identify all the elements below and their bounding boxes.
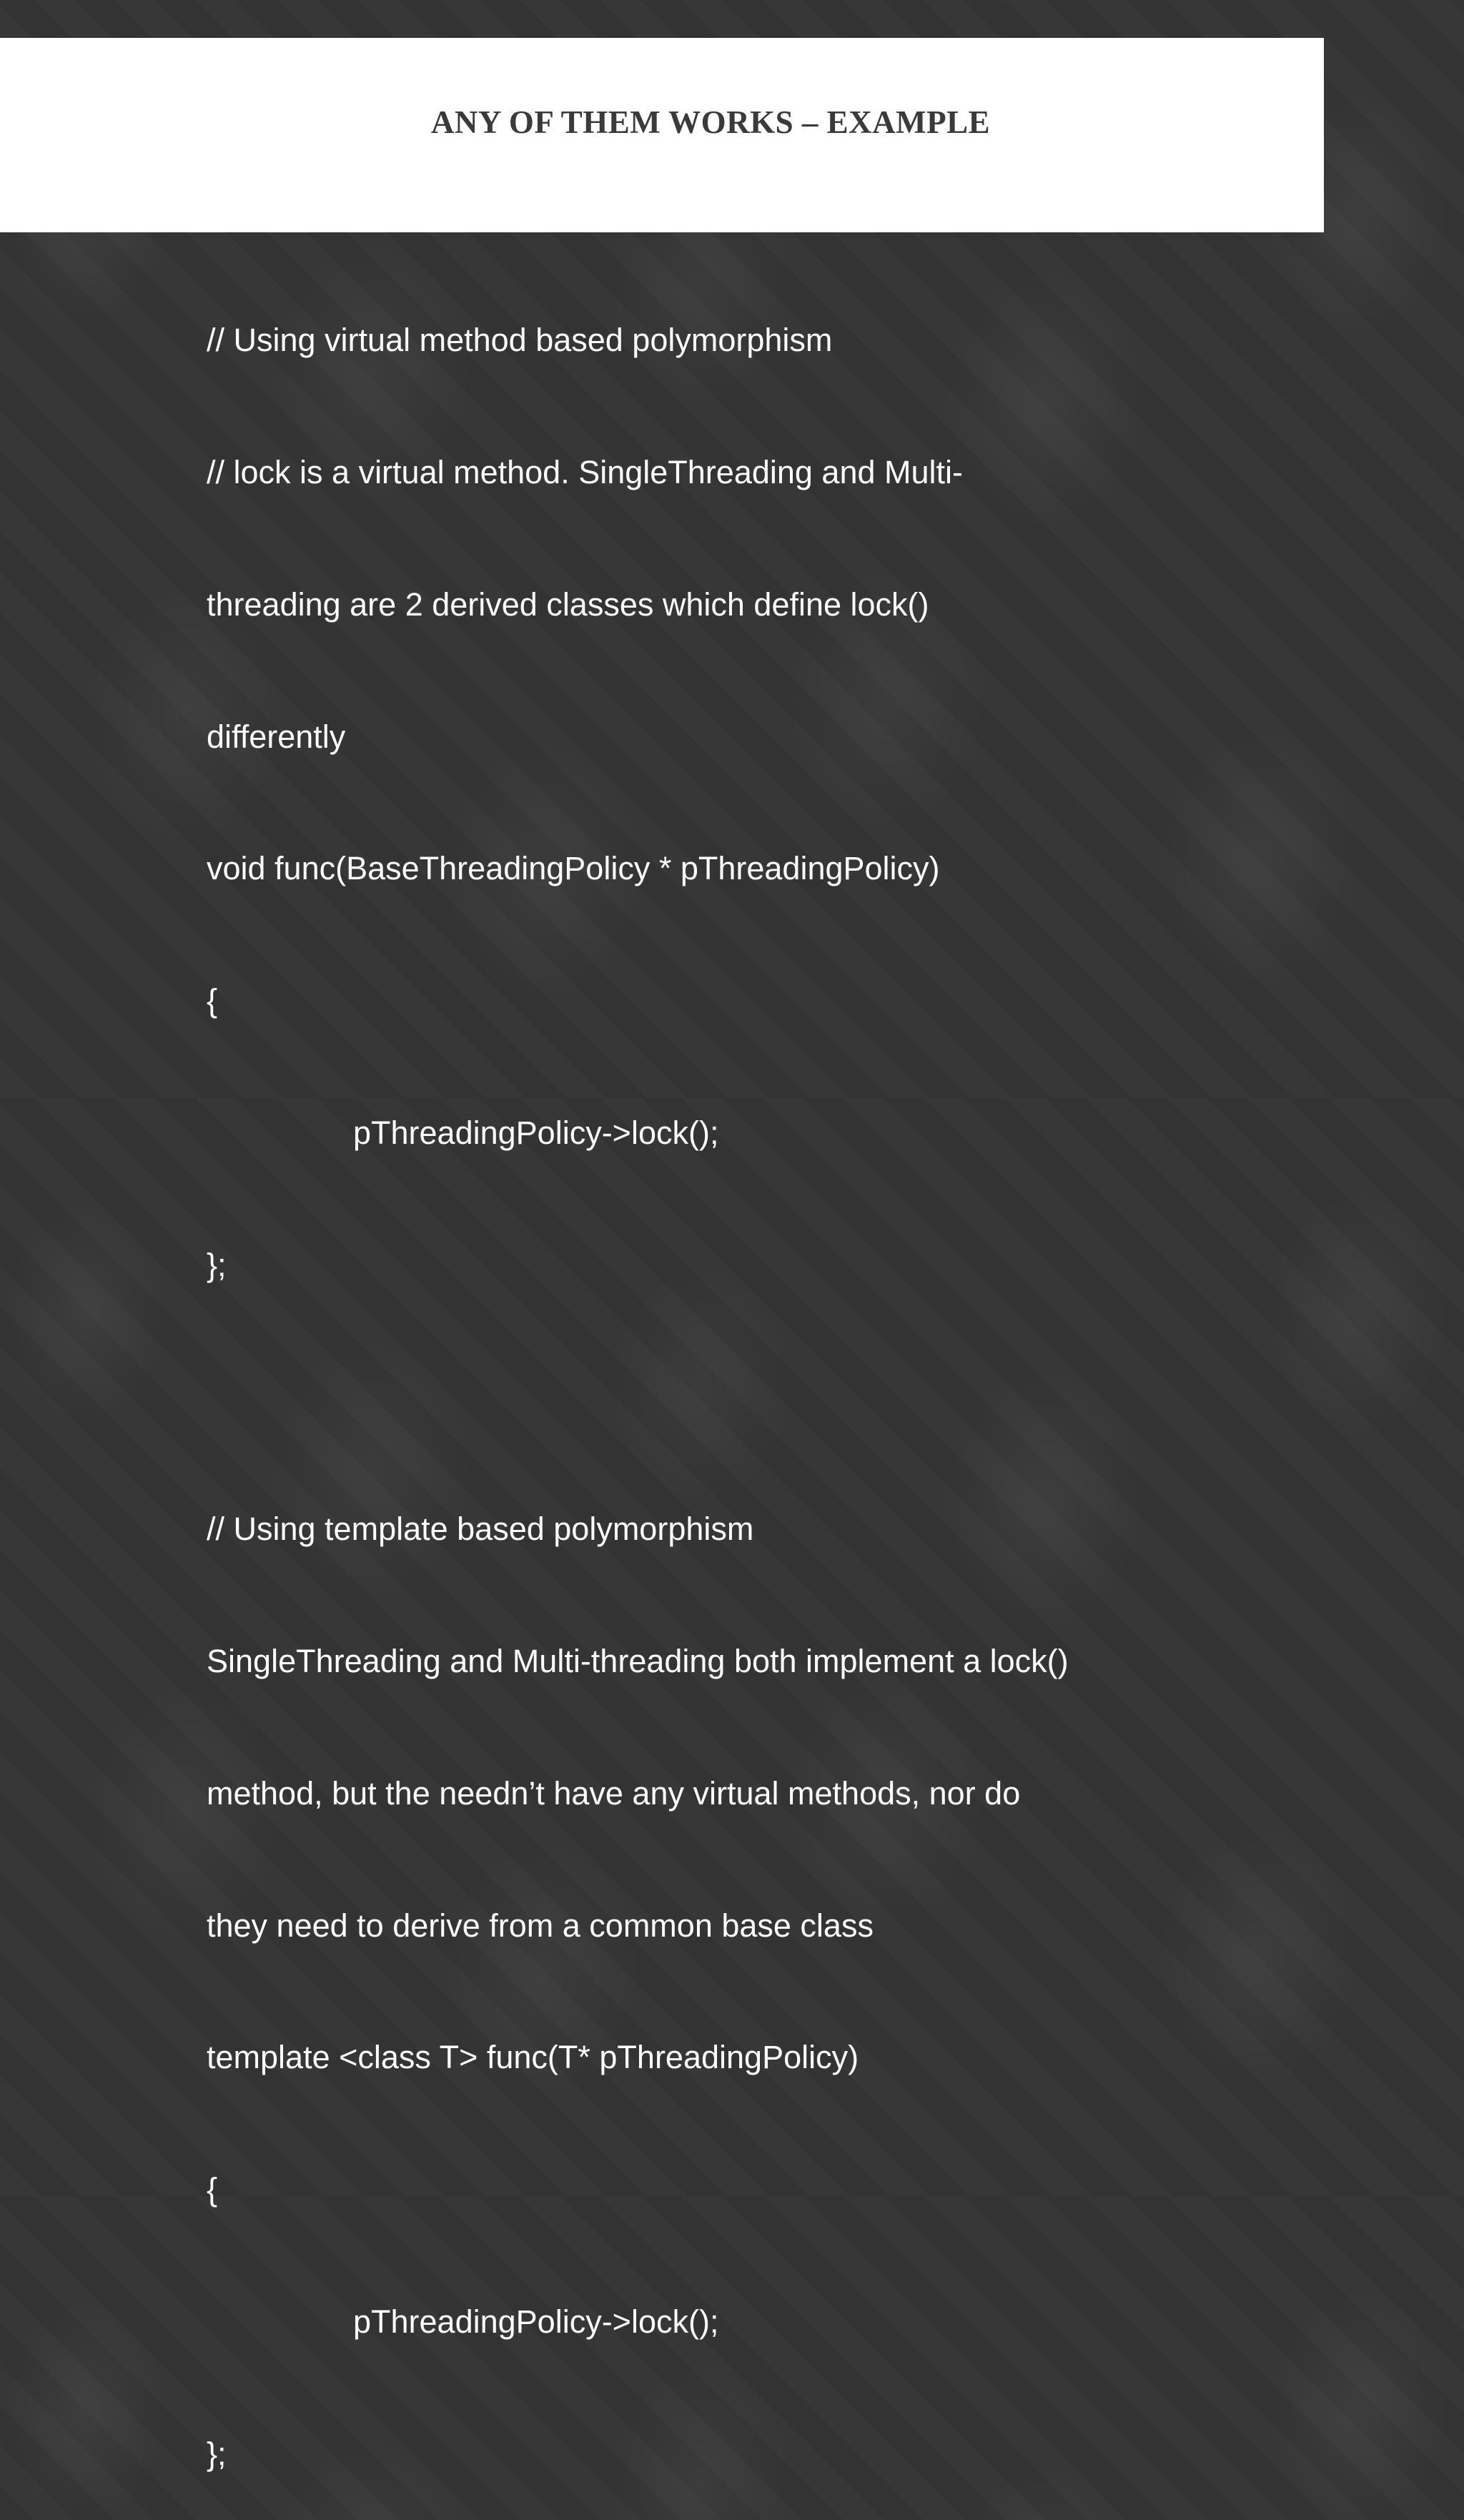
comment-line: // lock is a virtual method. SingleThreading and Multi- [207,453,964,490]
text-line: method, but the needn’t have any virtual methods, nor do [207,1774,1021,1812]
code-example [207,230,1265,2520]
code-line: }; [207,1246,227,1283]
code-line: void func(BaseThreadingPolicy * pThreadingPolicy) [207,850,940,887]
text-line: threading are 2 derived classes which define lock() [207,585,929,623]
code-line-indented: pThreadingPolicy->lock(); [353,2303,719,2340]
code-line-indented: pThreadingPolicy->lock(); [353,1114,719,1151]
code-line: { [207,982,218,1019]
text-line: differently [207,718,346,755]
title-band [0,38,1324,232]
code-line: }; [207,2435,227,2472]
text-line: they need to derive from a common base class [207,1907,874,1944]
code-line: template <class T> func(T* pThreadingPolicy) [207,2039,859,2076]
blank-line [207,1375,1265,1419]
text-line: SingleThreading and Multi-threading both implement a lock() [207,1643,1069,1679]
code-line: { [207,2171,218,2208]
slide-title: ANY OF THEM WORKS – EXAMPLE [430,104,991,140]
comment-line: // Using template based polymorphism [207,1511,754,1548]
comment-line: // Using virtual method based polymorphism [207,322,833,359]
